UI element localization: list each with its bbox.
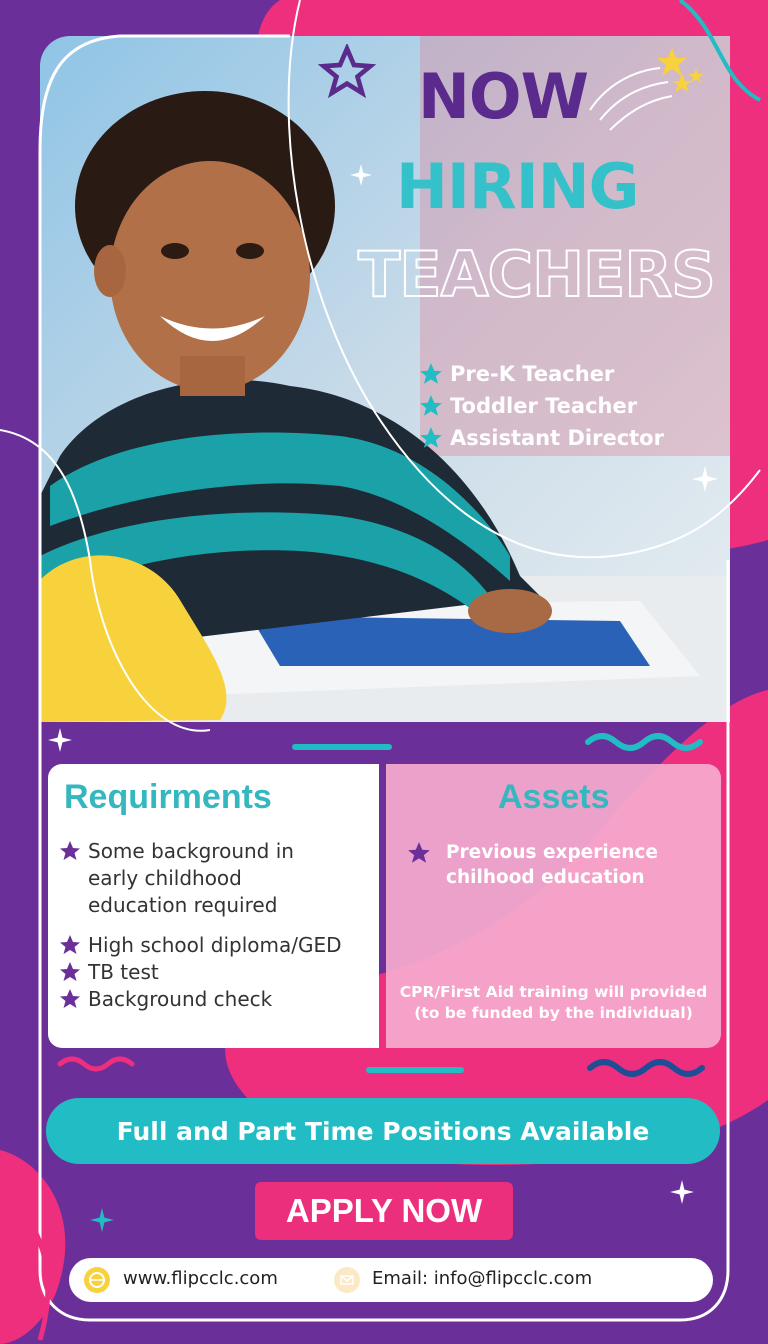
headline-teachers: TEACHERS xyxy=(358,238,715,311)
position-item xyxy=(418,390,738,422)
requirement-line: High school diploma/GED xyxy=(88,933,342,957)
asset-line: chilhood education xyxy=(446,867,645,888)
mail-icon xyxy=(333,1266,361,1294)
requirement-line: Background check xyxy=(88,987,273,1011)
apply-now-button[interactable] xyxy=(255,1182,513,1240)
requirement-line: early childhood xyxy=(88,866,242,890)
training-note-line: CPR/First Aid training will provided xyxy=(399,983,708,1001)
training-note-line: (to be funded by the individual) xyxy=(414,1004,693,1022)
star-icon xyxy=(58,987,82,1011)
position-item xyxy=(418,358,738,390)
position-label: Pre-K Teacher xyxy=(450,362,615,386)
asset-item xyxy=(406,840,658,890)
availability-banner xyxy=(46,1098,720,1164)
headline-now: NOW xyxy=(418,60,588,133)
apply-now-label: APPLY NOW xyxy=(285,1192,483,1229)
email-link[interactable]: Email: info@flipcclc.com xyxy=(372,1268,593,1289)
requirement-line: Some background in xyxy=(88,839,294,863)
position-label: Toddler Teacher xyxy=(450,394,638,418)
requirement-item xyxy=(58,932,342,959)
star-icon xyxy=(406,840,432,866)
star-icon xyxy=(418,361,444,387)
requirements-title: Requirments xyxy=(64,778,272,816)
star-icon xyxy=(418,393,444,419)
star-icon xyxy=(58,960,82,984)
position-item xyxy=(418,422,738,454)
requirement-item xyxy=(58,838,294,919)
assets-title: Assets xyxy=(498,778,610,816)
star-icon xyxy=(58,839,82,863)
requirements-card xyxy=(48,764,379,1048)
headline-hiring: HIRING xyxy=(396,150,639,223)
positions-list xyxy=(418,358,738,454)
requirement-item xyxy=(58,959,159,986)
star-icon xyxy=(418,425,444,451)
asset-line: Previous experience xyxy=(446,842,658,863)
contact-bar xyxy=(69,1258,713,1302)
assets-card xyxy=(386,764,721,1048)
star-icon xyxy=(58,933,82,957)
availability-text: Full and Part Time Positions Available xyxy=(116,1116,650,1146)
requirement-item xyxy=(58,986,272,1013)
globe-icon xyxy=(83,1266,111,1294)
website-link[interactable]: www.flipcclc.com xyxy=(123,1268,278,1289)
training-note xyxy=(386,982,721,1024)
position-label: Assistant Director xyxy=(450,426,664,450)
requirement-line: TB test xyxy=(88,960,159,984)
requirement-line: education required xyxy=(88,893,278,917)
